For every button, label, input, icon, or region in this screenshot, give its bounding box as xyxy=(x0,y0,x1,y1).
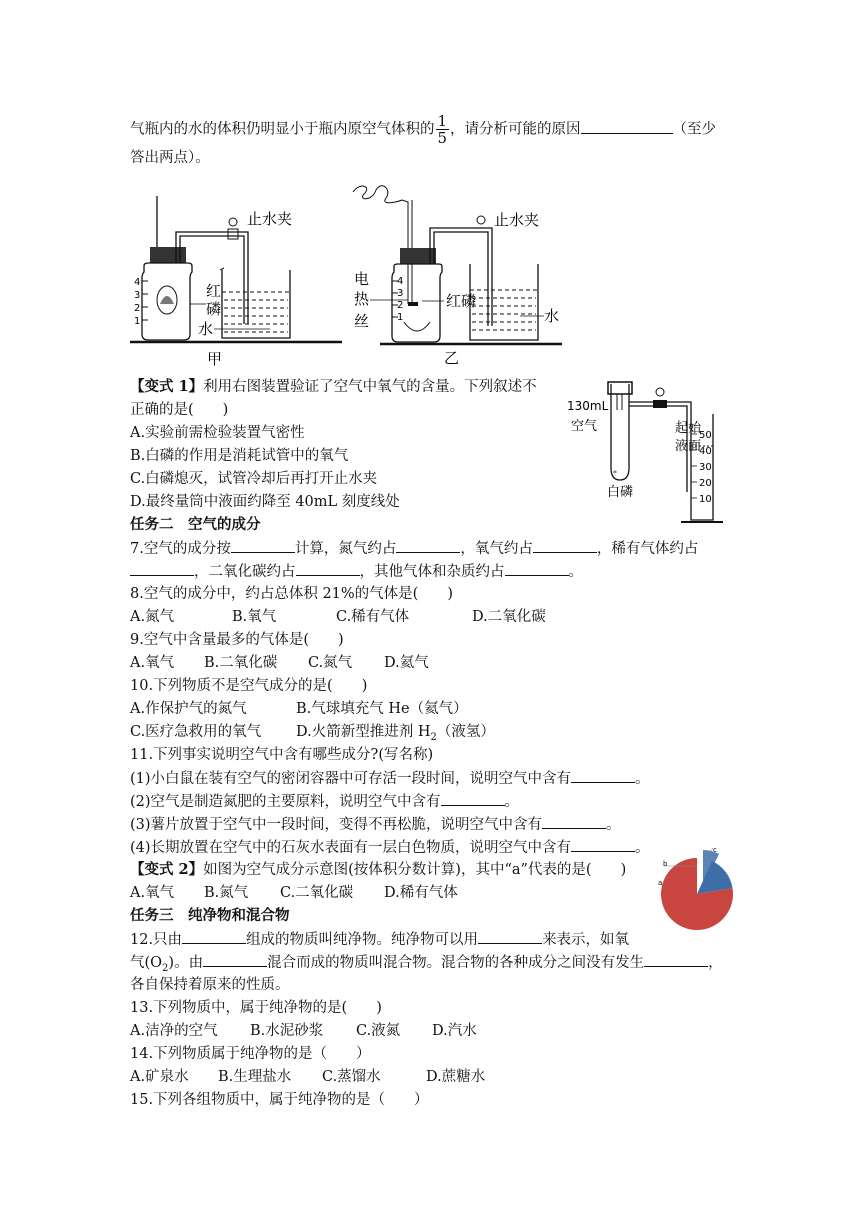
q10-option-b[interactable]: B.气球填充气 He（氦气） xyxy=(296,701,468,717)
q12-text-e: 混合而成的物质叫混合物。混合物的各种成分之间没有发生 xyxy=(267,955,645,971)
q11-2-text: (2)空气是制造氮肥的主要原料，说明空气中含有 xyxy=(130,794,441,810)
caption-yi: 乙 xyxy=(444,349,460,367)
q7-blank-3[interactable] xyxy=(533,538,597,553)
q11-item-1 xyxy=(130,768,650,789)
q8-option-b[interactable]: B.氧气 xyxy=(232,609,277,625)
q10-option-d-post: （液氢） xyxy=(436,724,495,740)
q12-text-f: ， xyxy=(708,955,723,971)
variant2-option-d[interactable]: D.稀有气体 xyxy=(384,885,458,901)
apparatus-figure-yi xyxy=(350,180,580,368)
variant1-option-b[interactable]: B.白磷的作用是消耗试管中的氧气 xyxy=(130,448,349,464)
svg-text:*: * xyxy=(613,469,617,478)
clip-icon xyxy=(477,216,485,224)
fraction-numerator: 1 xyxy=(437,112,448,130)
fraction-one-fifth xyxy=(436,113,450,146)
tick-4: 4 xyxy=(397,276,404,287)
variant2-options xyxy=(130,883,458,903)
task2-title: 任务二 空气的成分 xyxy=(130,516,261,533)
q11-1-blank[interactable] xyxy=(571,768,635,783)
variant2-stem xyxy=(130,860,626,880)
q9-option-c[interactable]: C.氮气 xyxy=(308,655,353,671)
q8-option-a[interactable]: A.氮气 xyxy=(130,609,175,625)
clip-icon xyxy=(653,400,667,408)
q9-option-d[interactable]: D.氦气 xyxy=(384,655,429,671)
tick-1: 1 xyxy=(134,316,141,327)
variant1-stem-2: 正确的是( ) xyxy=(130,402,229,418)
label-electric-2: 热 xyxy=(354,290,370,308)
beaker-yi xyxy=(470,264,538,340)
q11-item-4 xyxy=(130,837,650,858)
q7-text-f: ，其他气体和杂质约占 xyxy=(359,564,505,580)
q7-line-2 xyxy=(130,561,583,582)
q14-option-d[interactable]: D.蔗糖水 xyxy=(426,1069,486,1085)
q10-stem: 10.下列物质不是空气成分的是( ) xyxy=(130,678,368,694)
q14-option-a[interactable]: A.矿泉水 xyxy=(130,1069,189,1085)
intro-line-2: 答出两点）。 xyxy=(130,150,210,166)
label-electric-1: 电 xyxy=(354,270,370,288)
label-start-1: 起始 xyxy=(675,421,702,436)
q11-4-end: 。 xyxy=(635,840,650,856)
q11-1-text: (1)小白鼠在装有空气的密闭容器中可存活一段时间，说明空气中含有 xyxy=(130,771,572,787)
label-electric-3: 丝 xyxy=(354,312,370,330)
intro-text-a: 气瓶内的水的体积仍明显小于瓶内原空气体积的 xyxy=(130,121,435,138)
caption-jia: 甲 xyxy=(207,350,223,367)
q11-1-end: 。 xyxy=(635,771,650,787)
q12-blank-2[interactable] xyxy=(478,929,542,944)
air-composition-pie xyxy=(655,842,735,932)
fraction-denominator: 5 xyxy=(437,129,448,147)
q7-blank-2[interactable] xyxy=(396,538,460,553)
intro-line-1 xyxy=(130,113,716,146)
q7-text-a: 7.空气的成分按 xyxy=(130,541,231,557)
q13-options xyxy=(130,1021,477,1041)
q11-4-text: (4)长期放置在空气中的石灰水表面有一层白色物质，说明空气中含有 xyxy=(130,840,572,856)
q11-item-2 xyxy=(130,791,519,812)
label-red-phosphorus-yi: 红磷 xyxy=(446,292,477,310)
scale-50: 50 xyxy=(699,430,712,441)
label-white-phosphorus: 白磷 xyxy=(607,485,634,500)
task3-title: 任务三 纯净物和混合物 xyxy=(130,907,290,924)
q11-3-end: 。 xyxy=(606,817,621,833)
q13-option-a[interactable]: A.洁净的空气 xyxy=(130,1023,218,1039)
variant2-stem-text: 如图为空气成分示意图(按体积分数计算)，其中“a”代表的是( ) xyxy=(203,862,627,878)
q8-stem: 8.空气的成分中，约占总体积 21%的气体是( ) xyxy=(130,586,453,602)
intro-text-c: （至少 xyxy=(672,121,717,138)
q7-text-c: ，氧气约占 xyxy=(460,541,533,557)
q10-options-1 xyxy=(130,699,468,719)
q11-3-blank[interactable] xyxy=(542,814,606,829)
pie-label-a: a xyxy=(658,879,663,887)
q12-text-c: 来表示，如氧 xyxy=(542,932,630,948)
variant1-option-a[interactable]: A.实验前需检验装置气密性 xyxy=(130,425,305,441)
q11-stem: 11.下列事实说明空气中含有哪些成分?(写名称) xyxy=(130,747,434,763)
tick-3: 3 xyxy=(397,288,404,299)
variant1-tag: 【变式 1】 xyxy=(130,378,204,395)
q7-text-e: ，二氧化碳约占 xyxy=(194,564,296,580)
q13-stem: 13.下列物质中，属于纯净物的是( ) xyxy=(130,1000,382,1016)
q9-option-b[interactable]: B.二氧化碳 xyxy=(204,655,278,671)
q10-option-d-sub: 2 xyxy=(430,731,437,743)
label-water-jia: 水 xyxy=(198,320,214,338)
q13-option-b[interactable]: B.水泥砂浆 xyxy=(250,1023,324,1039)
tick-3: 3 xyxy=(134,290,141,301)
q11-item-3 xyxy=(130,814,621,835)
label-130ml: 130mL xyxy=(567,399,609,413)
variant1-option-c[interactable]: C.白磷熄灭，试管冷却后再打开止水夹 xyxy=(130,471,378,487)
q7-blank-1[interactable] xyxy=(231,538,295,553)
beaker-jia xyxy=(222,270,290,338)
answer-blank[interactable] xyxy=(581,119,673,134)
variant2-tag: 【变式 2】 xyxy=(130,861,204,878)
q7-text-b: 计算，氮气约占 xyxy=(294,541,397,557)
q14-option-b[interactable]: B.生理盐水 xyxy=(218,1069,292,1085)
q7-text-g: 。 xyxy=(568,564,583,580)
q13-option-d[interactable]: D.汽水 xyxy=(432,1023,477,1039)
variant2-option-a[interactable]: A.氧气 xyxy=(130,885,175,901)
q7-blank-4[interactable] xyxy=(130,561,194,576)
q13-option-c[interactable]: C.液氮 xyxy=(356,1023,401,1039)
label-red-jia: 红 xyxy=(206,282,222,300)
q12-line-3: 各自保持着原来的性质。 xyxy=(130,977,290,993)
q10-options-2 xyxy=(130,722,495,748)
q10-option-d-text: D.火箭新型推进剂 H xyxy=(296,724,431,740)
scale-40: 40 xyxy=(699,446,712,457)
label-air: 空气 xyxy=(571,419,598,434)
q11-4-blank[interactable] xyxy=(571,837,635,852)
scale-20: 20 xyxy=(699,478,712,489)
q9-option-a[interactable]: A.氧气 xyxy=(130,655,175,671)
q8-option-c[interactable]: C.稀有气体 xyxy=(336,609,410,625)
q12-text-d: 气(O xyxy=(130,955,163,971)
q11-3-text: (3)薯片放置于空气中一段时间，变得不再松脆，说明空气中含有 xyxy=(130,817,543,833)
tick-2: 2 xyxy=(397,300,404,311)
intro-text-b: ，请分析可能的原因 xyxy=(450,121,581,138)
pie-label-c: c xyxy=(713,846,717,854)
q12-blank-4[interactable] xyxy=(644,952,708,967)
label-phosphorus-jia: 磷 xyxy=(206,300,222,318)
q7-text-d: ，稀有气体约占 xyxy=(596,541,699,557)
variant1-stem-1: 利用右图装置验证了空气中氧气的含量。下列叙述不 xyxy=(203,379,537,395)
q7-line-1 xyxy=(130,538,698,559)
tick-1: 1 xyxy=(397,312,404,323)
q9-stem: 9.空气中含量最多的气体是( ) xyxy=(130,632,344,648)
q10-option-c[interactable]: C.医疗急救用的氧气 xyxy=(130,724,262,740)
tick-4: 4 xyxy=(134,277,141,288)
scale-10: 10 xyxy=(699,494,712,505)
q14-options xyxy=(130,1067,485,1087)
q14-option-c[interactable]: C.蒸馏水 xyxy=(322,1069,381,1085)
test-tube xyxy=(611,384,629,480)
variant2-option-c[interactable]: C.二氧化碳 xyxy=(280,885,354,901)
label-clip-jia: 止水夹 xyxy=(247,210,293,228)
q10-option-a[interactable]: A.作保护气的氮气 xyxy=(130,701,247,717)
q10-option-d[interactable] xyxy=(296,722,495,748)
q12-text-d-post: )。由 xyxy=(168,955,204,971)
pie-label-b: b xyxy=(663,860,668,868)
q8-option-d[interactable]: D.二氧化碳 xyxy=(472,609,546,625)
q12-blank-1[interactable] xyxy=(182,929,246,944)
apparatus-figure-jia xyxy=(130,192,342,367)
variant1-option-d[interactable]: D.最终量筒中液面约降至 40mL 刻度线处 xyxy=(130,494,400,510)
q11-2-end: 。 xyxy=(504,794,520,810)
q14-stem: 14.下列物质属于纯净物的是（ ） xyxy=(130,1046,371,1062)
q9-options xyxy=(130,653,429,673)
variant2-option-b[interactable]: B.氮气 xyxy=(204,885,249,901)
clip-icon xyxy=(229,218,237,226)
q12-sub: 2 xyxy=(162,962,169,974)
apparatus-figure-tube xyxy=(565,372,735,524)
tick-2: 2 xyxy=(134,303,141,314)
q12-text-a: 12.只由 xyxy=(130,932,183,948)
scale-30: 30 xyxy=(699,462,712,473)
q12-line-1 xyxy=(130,929,629,950)
q12-text-b: 组成的物质叫纯净物。纯净物可以用 xyxy=(246,932,479,948)
q7-blank-6[interactable] xyxy=(505,561,569,576)
q8-options xyxy=(130,607,546,627)
label-clip-yi: 止水夹 xyxy=(494,211,540,229)
q11-2-blank[interactable] xyxy=(441,791,505,806)
q12-blank-3[interactable] xyxy=(203,952,267,967)
variant1-line-1 xyxy=(130,377,537,397)
label-start-2: 液面 xyxy=(675,439,702,454)
q7-blank-5[interactable] xyxy=(296,561,360,576)
q15-stem: 15.下列各组物质中，属于纯净物的是（ ） xyxy=(130,1092,429,1108)
label-water-yi: 水 xyxy=(544,307,560,325)
